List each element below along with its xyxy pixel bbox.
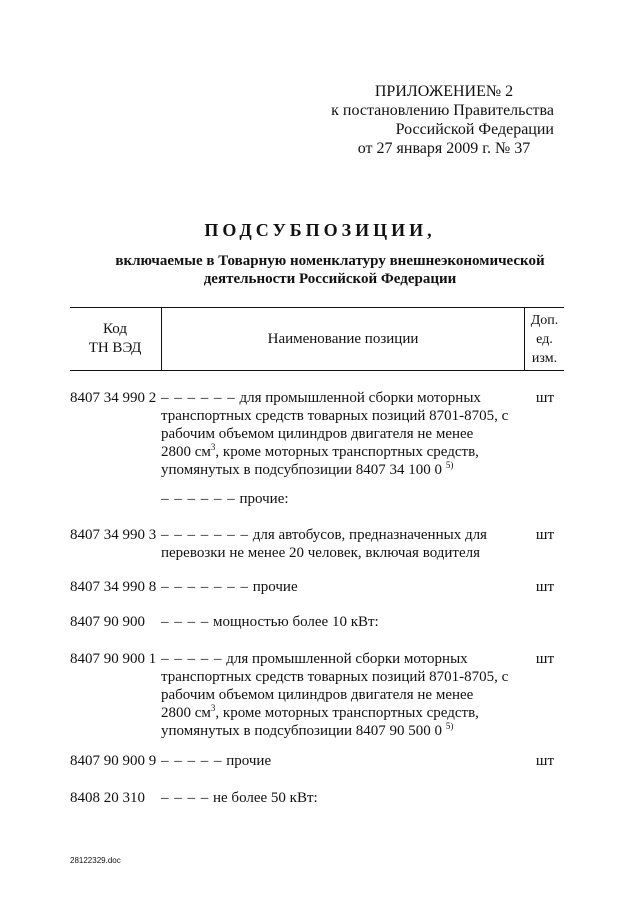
row-text-line: для промышленной сборки моторных [226,651,468,667]
file-footer: 28122329.doc [70,856,121,865]
row-unit: шт [535,527,554,543]
row-text: прочие [252,579,298,595]
row-text-line: рабочим объемом цилиндров двигателя не менее [161,687,474,703]
row-text-line: упомянутых в подсубпозиции 8407 90 500 0 [161,723,443,739]
row-text-line: для промышленной сборки моторных [239,390,481,406]
annex-date-line: от 27 января 2009 г. № 37 [357,140,531,157]
footnote-marker: 5) [445,460,454,470]
row-text-line: транспортных средств товарных позиций 8701-8705, с [161,669,509,685]
header-unit-line-2: ед. [536,332,553,347]
row-text: прочие [226,753,272,769]
row-text-line: , кроме моторных транспортных средств, [215,444,479,460]
row-code: 8407 90 900 9 [70,753,157,769]
row-dashes: – – – – – [161,651,223,667]
row-text-line: 2800 см [161,705,211,721]
row-dashes: – – – – – – [161,390,236,406]
annex-header [294,82,554,158]
header-name: Наименование позиции [267,331,419,347]
header-unit-line-1: Доп. [530,313,559,328]
row-text-line: перевозки не менее 20 человек, включая водителя [161,545,481,561]
row-dashes: – – – – – – [161,491,236,507]
row-dashes: – – – – – [161,753,223,769]
row-code: 8407 90 900 [70,614,145,630]
row-dashes: – – – – – – – [161,579,249,595]
row-text-line: 2800 см [161,444,211,460]
row-code: 8407 90 900 1 [70,651,157,667]
row-text-line: , кроме моторных транспортных средств, [215,705,479,721]
table-header [70,307,564,371]
subtitle-line-2: деятельности Российской Федерации [203,271,457,287]
row-description [161,578,521,596]
row-text-line: рабочим объемом цилиндров двигателя не менее [161,426,474,442]
row-description [161,752,521,770]
row-code: 8407 34 990 3 [70,527,157,543]
row-unit: шт [535,390,554,406]
header-code-line-2: ТН ВЭД [88,340,142,356]
document-title: ПОДСУБПОЗИЦИИ, [204,220,436,240]
row-description [161,650,521,740]
row-text-line: упомянутых в подсубпозиции 8407 34 100 0 [161,462,443,478]
row-description [161,613,521,631]
annex-line-2: Российской Федерации [395,121,554,138]
row-unit: шт [535,753,554,769]
row-text: мощностью более 10 кВт: [213,614,379,630]
header-code-line-1: Код [103,321,127,337]
annex-title: ПРИЛОЖЕНИЕ№ 2 [374,83,514,100]
superscript: 3 [210,442,216,452]
row-description [161,389,521,479]
row-text: не более 50 кВт: [213,790,318,806]
row-description [161,490,521,508]
row-dashes: – – – – – – – [161,527,249,543]
superscript: 3 [210,703,216,713]
header-unit [525,308,564,370]
row-dashes: – – – – [161,614,210,630]
row-description [161,789,521,807]
row-text: прочие: [239,491,289,507]
row-unit: шт [535,651,554,667]
header-code [70,308,160,370]
row-code: 8407 34 990 8 [70,579,157,595]
header-unit-line-3: изм. [531,351,558,366]
row-text-line: транспортных средств товарных позиций 8701-8705, с [161,408,509,424]
row-code: 8407 34 990 2 [70,390,157,406]
row-text-line: для автобусов, предназначенных для [252,527,487,543]
row-description [161,526,521,562]
annex-line-1: к постановлению Правительства [331,102,554,119]
subtitle-line-1: включаемые в Товарную номенклатуру внешнеэкономической [115,253,545,269]
row-code: 8408 20 310 [70,790,145,806]
footnote-marker: 5) [445,721,454,731]
document-subtitle [60,252,600,288]
row-unit: шт [535,579,554,595]
row-dashes: – – – – [161,790,210,806]
